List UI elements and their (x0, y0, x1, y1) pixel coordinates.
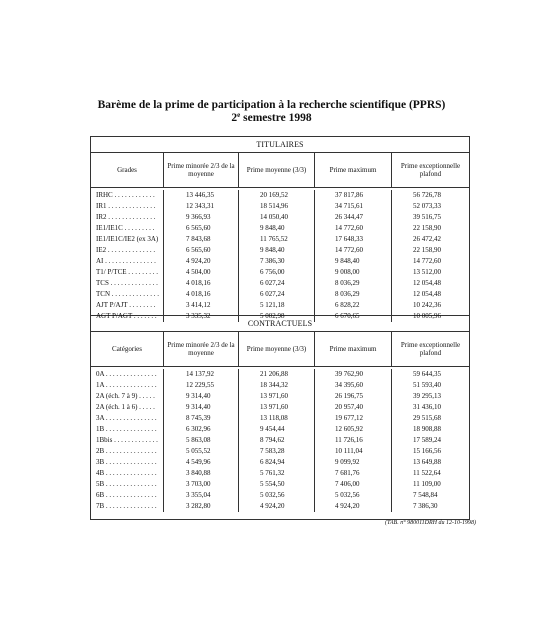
row-label: IE2 . . . . . . . . . . . . . . (96, 246, 156, 254)
value-cell: 26 344,47 (314, 212, 391, 223)
value-cell: 4 924,20 (163, 256, 238, 267)
table-row (91, 413, 469, 424)
value-cell: 7 843,68 (163, 234, 238, 245)
value-cell: 11 765,52 (238, 234, 314, 245)
row-label: IR1 . . . . . . . . . . . . . . (96, 202, 156, 210)
value-cell: 29 515,68 (391, 413, 469, 424)
header-cell: Prime moyenne (3/3) (238, 153, 314, 187)
value-cell: 14 772,60 (314, 245, 391, 256)
value-cell: 7 386,30 (238, 256, 314, 267)
value-cell: 17 648,33 (314, 234, 391, 245)
value-cell: 7 681,76 (314, 468, 391, 479)
value-cell: 13 512,00 (391, 267, 469, 278)
subtitle-number: 2 (231, 112, 238, 124)
value-cell: 17 589,24 (391, 435, 469, 446)
value-cell: 3 335,32 (163, 311, 238, 322)
value-cell: 10 005,96 (391, 311, 469, 322)
row-label: 2A (éch. 7 à 9) . . . . . (96, 392, 155, 400)
row-label: TCS . . . . . . . . . . . . . . (96, 279, 158, 287)
subtitle-superscript: e (237, 111, 241, 119)
table-row (91, 234, 469, 245)
value-cell: 5 002,98 (238, 311, 314, 322)
value-cell: 12 054,48 (391, 289, 469, 300)
value-cell: 13 118,08 (238, 413, 314, 424)
value-cell: 51 593,40 (391, 380, 469, 391)
row-label: AGT P/AGT . . . . . . . (96, 312, 157, 320)
value-cell: 3 282,80 (163, 501, 238, 512)
value-cell: 11 522,64 (391, 468, 469, 479)
section-title-contractuels: CONTRACTUELS (91, 316, 469, 332)
value-cell: 3 840,88 (163, 468, 238, 479)
table-row (91, 490, 469, 501)
value-cell: 5 554,50 (238, 479, 314, 490)
value-cell: 7 548,84 (391, 490, 469, 501)
footnote: (TAB. n° 980011DRH du 12-10-1998) (385, 520, 476, 526)
value-cell: 9 314,40 (163, 391, 238, 402)
table-row (91, 435, 469, 446)
row-label: IE1/IE1C . . . . . . . . . (96, 224, 155, 232)
value-cell: 52 073,33 (391, 201, 469, 212)
table-row (91, 501, 469, 512)
value-cell: 7 583,28 (238, 446, 314, 457)
value-cell: 12 054,48 (391, 278, 469, 289)
value-cell: 12 229,55 (163, 380, 238, 391)
header-cell: Grades (117, 166, 137, 174)
value-cell: 31 436,10 (391, 402, 469, 413)
row-label: 4B . . . . . . . . . . . . . . . (96, 469, 157, 477)
value-cell: 5 761,32 (238, 468, 314, 479)
value-cell: 13 446,35 (163, 190, 238, 201)
header-cell: Prime maximum (314, 332, 391, 366)
value-cell: 34 715,61 (314, 201, 391, 212)
header-row-contractuels (91, 332, 469, 367)
value-cell: 14 137,92 (163, 369, 238, 380)
value-cell: 12 343,31 (163, 201, 238, 212)
value-cell: 5 863,08 (163, 435, 238, 446)
value-cell: 9 366,93 (163, 212, 238, 223)
value-cell: 6 565,60 (163, 223, 238, 234)
row-label: 5B . . . . . . . . . . . . . . . (96, 480, 157, 488)
value-cell: 19 677,12 (314, 413, 391, 424)
header-cell: Prime moyenne (3/3) (238, 332, 314, 366)
table-row (91, 468, 469, 479)
value-cell: 39 295,13 (391, 391, 469, 402)
header-cell: Prime maximum (314, 153, 391, 187)
value-cell: 10 111,04 (314, 446, 391, 457)
table-row (91, 223, 469, 234)
value-cell: 6 027,24 (238, 278, 314, 289)
row-label: 1Bbis . . . . . . . . . . . . . (96, 436, 158, 444)
value-cell: 22 158,90 (391, 245, 469, 256)
row-label: IRHC . . . . . . . . . . . . (96, 191, 155, 199)
value-cell: 6 302,96 (163, 424, 238, 435)
value-cell: 6 824,94 (238, 457, 314, 468)
table-row (91, 369, 469, 380)
section-title-titulaires: TITULAIRES (91, 137, 469, 153)
value-cell: 59 644,35 (391, 369, 469, 380)
value-cell: 5 055,52 (163, 446, 238, 457)
value-cell: 21 206,88 (238, 369, 314, 380)
value-cell: 9 099,92 (314, 457, 391, 468)
table-body-contractuels (91, 367, 469, 519)
value-cell: 18 908,88 (391, 424, 469, 435)
value-cell: 7 386,30 (391, 501, 469, 512)
value-cell: 18 514,96 (238, 201, 314, 212)
value-cell: 8 036,29 (314, 278, 391, 289)
table-row (91, 300, 469, 311)
value-cell: 9 008,00 (314, 267, 391, 278)
value-cell: 39 762,90 (314, 369, 391, 380)
value-cell: 18 344,32 (238, 380, 314, 391)
table-row (91, 289, 469, 300)
value-cell: 34 395,60 (314, 380, 391, 391)
row-label: 7B . . . . . . . . . . . . . . . (96, 502, 157, 510)
value-cell: 22 158,90 (391, 223, 469, 234)
value-cell: 3 355,04 (163, 490, 238, 501)
table-row (91, 245, 469, 256)
value-cell: 11 726,16 (314, 435, 391, 446)
header-cell: Prime minorée 2/3 de la moyenne (163, 153, 238, 187)
value-cell: 10 242,36 (391, 300, 469, 311)
value-cell: 26 196,75 (314, 391, 391, 402)
value-cell: 8 745,39 (163, 413, 238, 424)
value-cell: 26 472,42 (391, 234, 469, 245)
row-label: 6B . . . . . . . . . . . . . . . (96, 491, 157, 499)
table-row (91, 267, 469, 278)
value-cell: 15 166,56 (391, 446, 469, 457)
value-cell: 20 957,40 (314, 402, 391, 413)
header-cell: Prime exceptionnelle plafond (391, 332, 469, 366)
row-label: IR2 . . . . . . . . . . . . . . (96, 213, 156, 221)
value-cell: 6 828,22 (314, 300, 391, 311)
row-label: IE1/IE1C/IE2 (ex 3A) (96, 235, 159, 243)
value-cell: 14 772,60 (391, 256, 469, 267)
value-cell: 8 036,29 (314, 289, 391, 300)
table-row (91, 380, 469, 391)
value-cell: 13 649,88 (391, 457, 469, 468)
table-row (91, 402, 469, 413)
value-cell: 6 756,00 (238, 267, 314, 278)
row-label: TCN . . . . . . . . . . . . . . (96, 290, 159, 298)
value-cell: 14 772,60 (314, 223, 391, 234)
table-body-titulaires (91, 188, 469, 320)
value-cell: 4 504,00 (163, 267, 238, 278)
row-label: AJT P/AJT . . . . . . . . (96, 301, 156, 309)
table-row (91, 479, 469, 490)
document-subtitle (0, 112, 543, 125)
row-label: AI . . . . . . . . . . . . . . . (96, 257, 156, 265)
table-row (91, 256, 469, 267)
header-cell: Prime exceptionnelle plafond (391, 153, 469, 187)
value-cell: 12 605,92 (314, 424, 391, 435)
value-cell: 11 109,00 (391, 479, 469, 490)
value-cell: 8 794,62 (238, 435, 314, 446)
row-label: 1B . . . . . . . . . . . . . . . (96, 425, 157, 433)
row-label: 2A (éch. 1 à 6) . . . . . (96, 403, 155, 411)
table-row (91, 201, 469, 212)
value-cell: 13 971,60 (238, 402, 314, 413)
row-label: 3B . . . . . . . . . . . . . . . (96, 458, 157, 466)
value-cell: 7 406,00 (314, 479, 391, 490)
row-label: 2B . . . . . . . . . . . . . . . (96, 447, 157, 455)
table-row (91, 278, 469, 289)
table-row (91, 457, 469, 468)
row-label: 1A . . . . . . . . . . . . . . . (96, 381, 157, 389)
value-cell: 3 703,00 (163, 479, 238, 490)
value-cell: 39 516,75 (391, 212, 469, 223)
value-cell: 5 032,56 (314, 490, 391, 501)
value-cell: 6 027,24 (238, 289, 314, 300)
header-cell: Prime minorée 2/3 de la moyenne (163, 332, 238, 366)
value-cell: 4 924,20 (314, 501, 391, 512)
table-row (91, 424, 469, 435)
row-label: 0A . . . . . . . . . . . . . . . (96, 370, 157, 378)
value-cell: 5 032,56 (238, 490, 314, 501)
header-row-titulaires (91, 153, 469, 188)
value-cell: 9 314,40 (163, 402, 238, 413)
value-cell: 56 726,78 (391, 190, 469, 201)
value-cell: 4 549,96 (163, 457, 238, 468)
value-cell: 5 121,18 (238, 300, 314, 311)
table-row (91, 391, 469, 402)
value-cell: 4 018,16 (163, 278, 238, 289)
value-cell: 9 848,40 (314, 256, 391, 267)
header-cell: Catégories (112, 345, 142, 353)
value-cell: 4 924,20 (238, 501, 314, 512)
value-cell: 9 848,40 (238, 223, 314, 234)
table-row (91, 446, 469, 457)
value-cell: 9 848,40 (238, 245, 314, 256)
pprs-table (90, 136, 470, 520)
value-cell: 4 018,16 (163, 289, 238, 300)
table-row (91, 190, 469, 201)
value-cell: 37 817,86 (314, 190, 391, 201)
subtitle-rest: semestre 1998 (240, 112, 312, 124)
value-cell: 3 414,12 (163, 300, 238, 311)
value-cell: 6 565,60 (163, 245, 238, 256)
row-label: T1/ P/TCE . . . . . . . . . (96, 268, 159, 276)
document-title: Barème de la prime de participation à la recherche scientifique (PPRS) (97, 99, 446, 111)
value-cell: 9 454,44 (238, 424, 314, 435)
value-cell: 6 670,65 (314, 311, 391, 322)
row-label: 3A . . . . . . . . . . . . . . . (96, 414, 157, 422)
value-cell: 13 971,60 (238, 391, 314, 402)
table-row (91, 212, 469, 223)
value-cell: 20 169,52 (238, 190, 314, 201)
value-cell: 14 050,40 (238, 212, 314, 223)
